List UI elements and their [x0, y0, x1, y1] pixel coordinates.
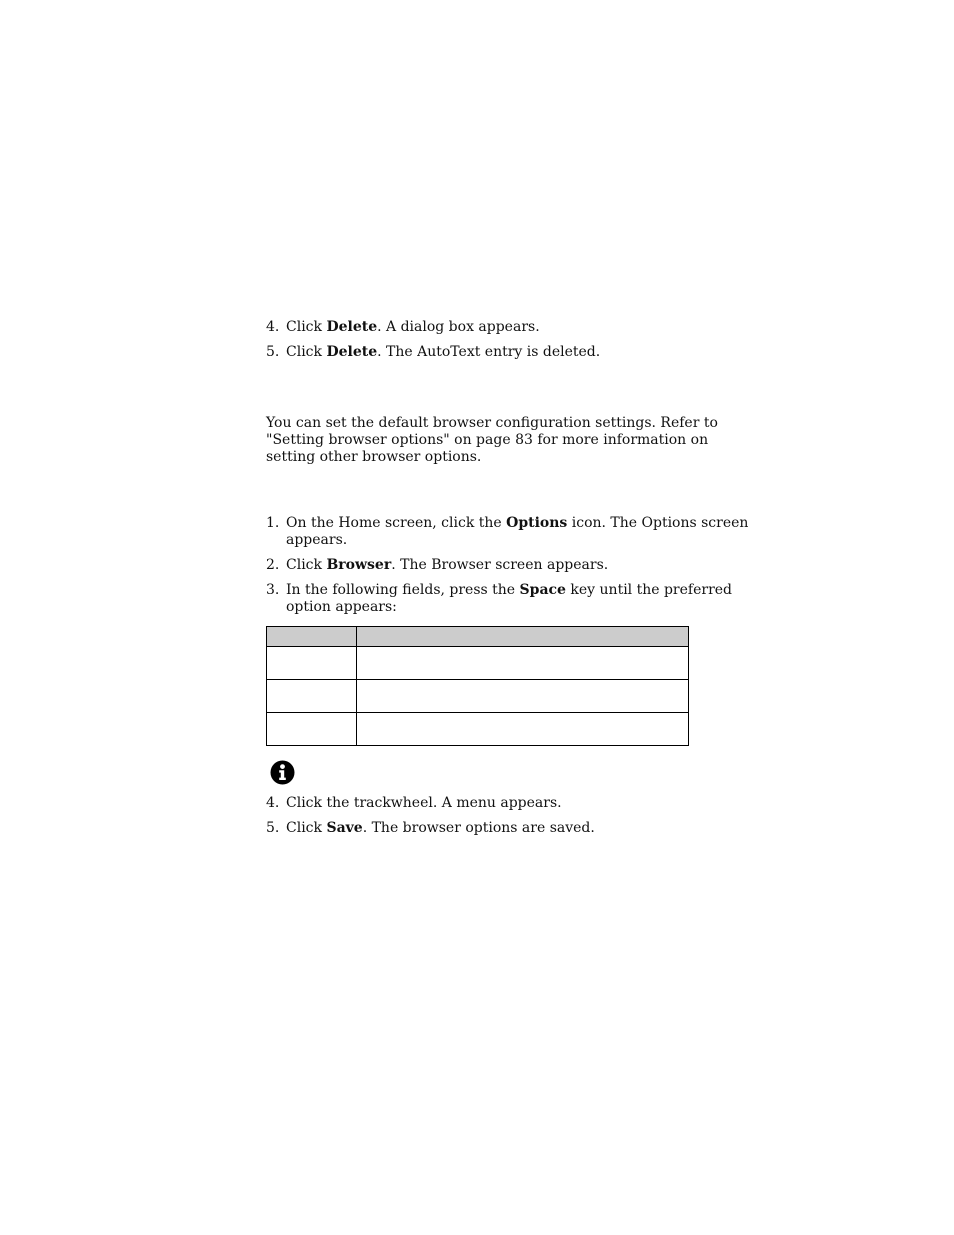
step-number: 4.: [266, 319, 280, 335]
step-text: Click Delete. The AutoText entry is deleted.: [286, 344, 601, 360]
info-icon: [270, 760, 295, 785]
intro-line-3: setting other browser options.: [266, 449, 482, 465]
step-text: Click Browser. The Browser screen appears.: [286, 557, 609, 573]
table-header-cell: [357, 627, 689, 647]
step-number: 4.: [266, 795, 280, 811]
table-cell: [267, 713, 357, 746]
intro-line-2: "Setting browser options" on page 83 for more information on: [266, 432, 709, 448]
step-number: 5.: [266, 344, 280, 360]
browser-options-table: [266, 626, 689, 746]
intro-line-1: You can set the default browser configuration settings. Refer to: [266, 415, 718, 431]
ui-term: Delete: [326, 344, 378, 360]
table-cell: [267, 647, 357, 680]
step-text: Click Save. The browser options are saved.: [286, 820, 595, 836]
table-cell: [357, 680, 689, 713]
table-header-cell: [267, 627, 357, 647]
step-number: 2.: [266, 557, 280, 573]
ui-term: Delete: [326, 319, 378, 335]
table-cell: [267, 680, 357, 713]
step-number: 3.: [266, 582, 280, 598]
table-row: [267, 647, 689, 680]
table-row: [267, 713, 689, 746]
table-row: [267, 680, 689, 713]
ui-term: Browser: [326, 557, 392, 573]
table-header-row: [267, 627, 689, 647]
step-number: 1.: [266, 515, 280, 531]
table-cell: [357, 713, 689, 746]
table-cell: [357, 647, 689, 680]
step-number: 5.: [266, 820, 280, 836]
step-text: In the following fields, press the Space key until the preferred: [286, 582, 733, 598]
ui-term: Space: [519, 582, 566, 598]
step-text: On the Home screen, click the Options icon. The Options screen: [286, 515, 749, 531]
step-text-continued: option appears:: [286, 599, 397, 615]
ui-term: Options: [506, 515, 568, 531]
step-text: Click the trackwheel. A menu appears.: [286, 795, 562, 811]
step-text-continued: appears.: [286, 532, 348, 548]
step-text: Click Delete. A dialog box appears.: [286, 319, 540, 335]
ui-term: Save: [326, 820, 363, 836]
